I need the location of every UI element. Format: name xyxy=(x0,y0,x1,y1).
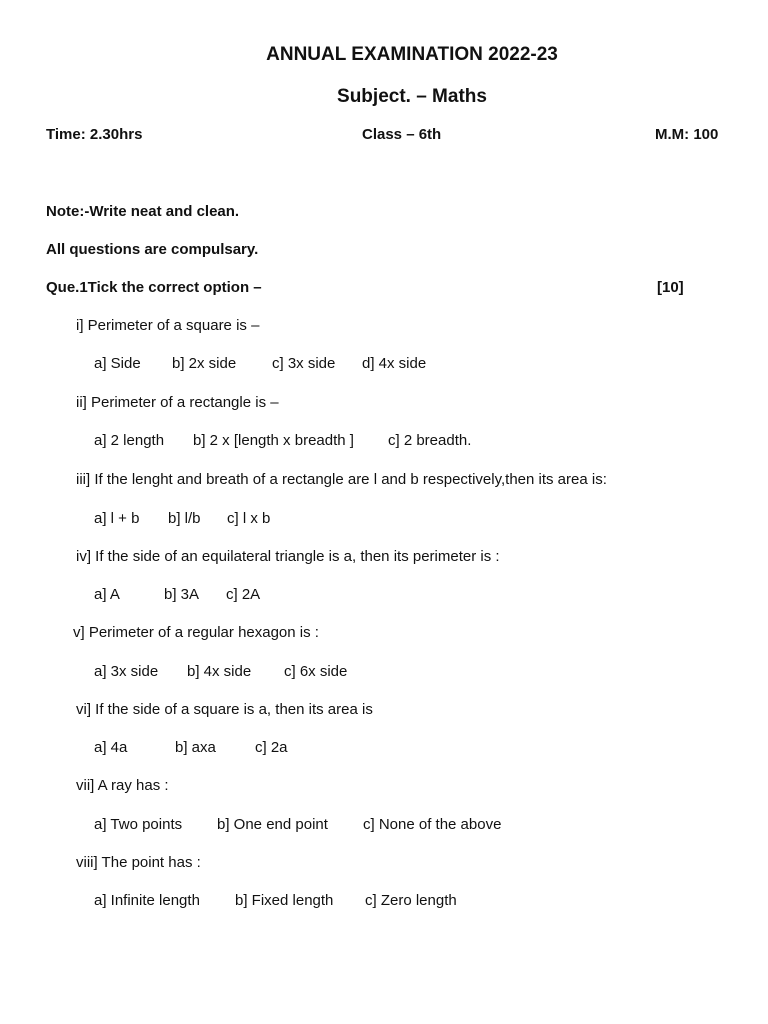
option: c] None of the above xyxy=(363,816,502,833)
option: c] 2a xyxy=(255,739,288,756)
option: a] 2 length xyxy=(94,432,165,449)
exam-time: Time: 2.30hrs xyxy=(46,126,143,143)
option: b] 3A xyxy=(164,586,200,603)
question-text: viii] The point has : xyxy=(76,854,201,871)
option: c] 2A xyxy=(226,586,261,603)
option: a] 3x side xyxy=(94,663,159,680)
option: d] 4x side xyxy=(362,355,427,372)
option: b] One end point xyxy=(217,816,328,833)
option: b] l/b xyxy=(168,510,201,527)
option: b] 4x side xyxy=(187,663,252,680)
exam-subject: Subject. – Maths xyxy=(337,86,487,107)
exam-title: ANNUAL EXAMINATION 2022-23 xyxy=(266,44,558,65)
question-text: vii] A ray has : xyxy=(76,777,169,794)
option: b] Fixed length xyxy=(235,892,334,909)
option: a] A xyxy=(94,586,120,603)
question-text: v] Perimeter of a regular hexagon is : xyxy=(73,624,319,641)
question-text: iv] If the side of an equilateral triangle is a, then its perimeter is : xyxy=(76,548,500,565)
option: a] 4a xyxy=(94,739,128,756)
exam-class: Class – 6th xyxy=(362,126,442,143)
option: c] l x b xyxy=(227,510,271,527)
question-text: i] Perimeter of a square is – xyxy=(76,317,260,334)
question-marks: [10] xyxy=(657,279,684,296)
note-line: Note:-Write neat and clean. xyxy=(46,203,240,220)
option: a] Side xyxy=(94,355,141,372)
option: b] axa xyxy=(175,739,216,756)
option: b] 2x side xyxy=(172,355,237,372)
question-heading: Que.1Tick the correct option – xyxy=(46,279,262,296)
option: b] 2 x [length x breadth ] xyxy=(193,432,354,449)
option: a] Two points xyxy=(94,816,183,833)
option: c] 2 breadth. xyxy=(388,432,472,449)
question-text: vi] If the side of a square is a, then its area is xyxy=(76,701,373,718)
option: c] Zero length xyxy=(365,892,457,909)
option: a] Infinite length xyxy=(94,892,200,909)
question-text: iii] If the lenght and breath of a rectangle are l and b respectively,then its area is: xyxy=(76,471,607,488)
option: c] 6x side xyxy=(284,663,348,680)
exam-max-marks: M.M: 100 xyxy=(655,126,719,143)
option: a] l + b xyxy=(94,510,140,527)
option: c] 3x side xyxy=(272,355,336,372)
compulsory-line: All questions are compulsary. xyxy=(46,241,259,258)
question-text: ii] Perimeter of a rectangle is – xyxy=(76,394,279,411)
